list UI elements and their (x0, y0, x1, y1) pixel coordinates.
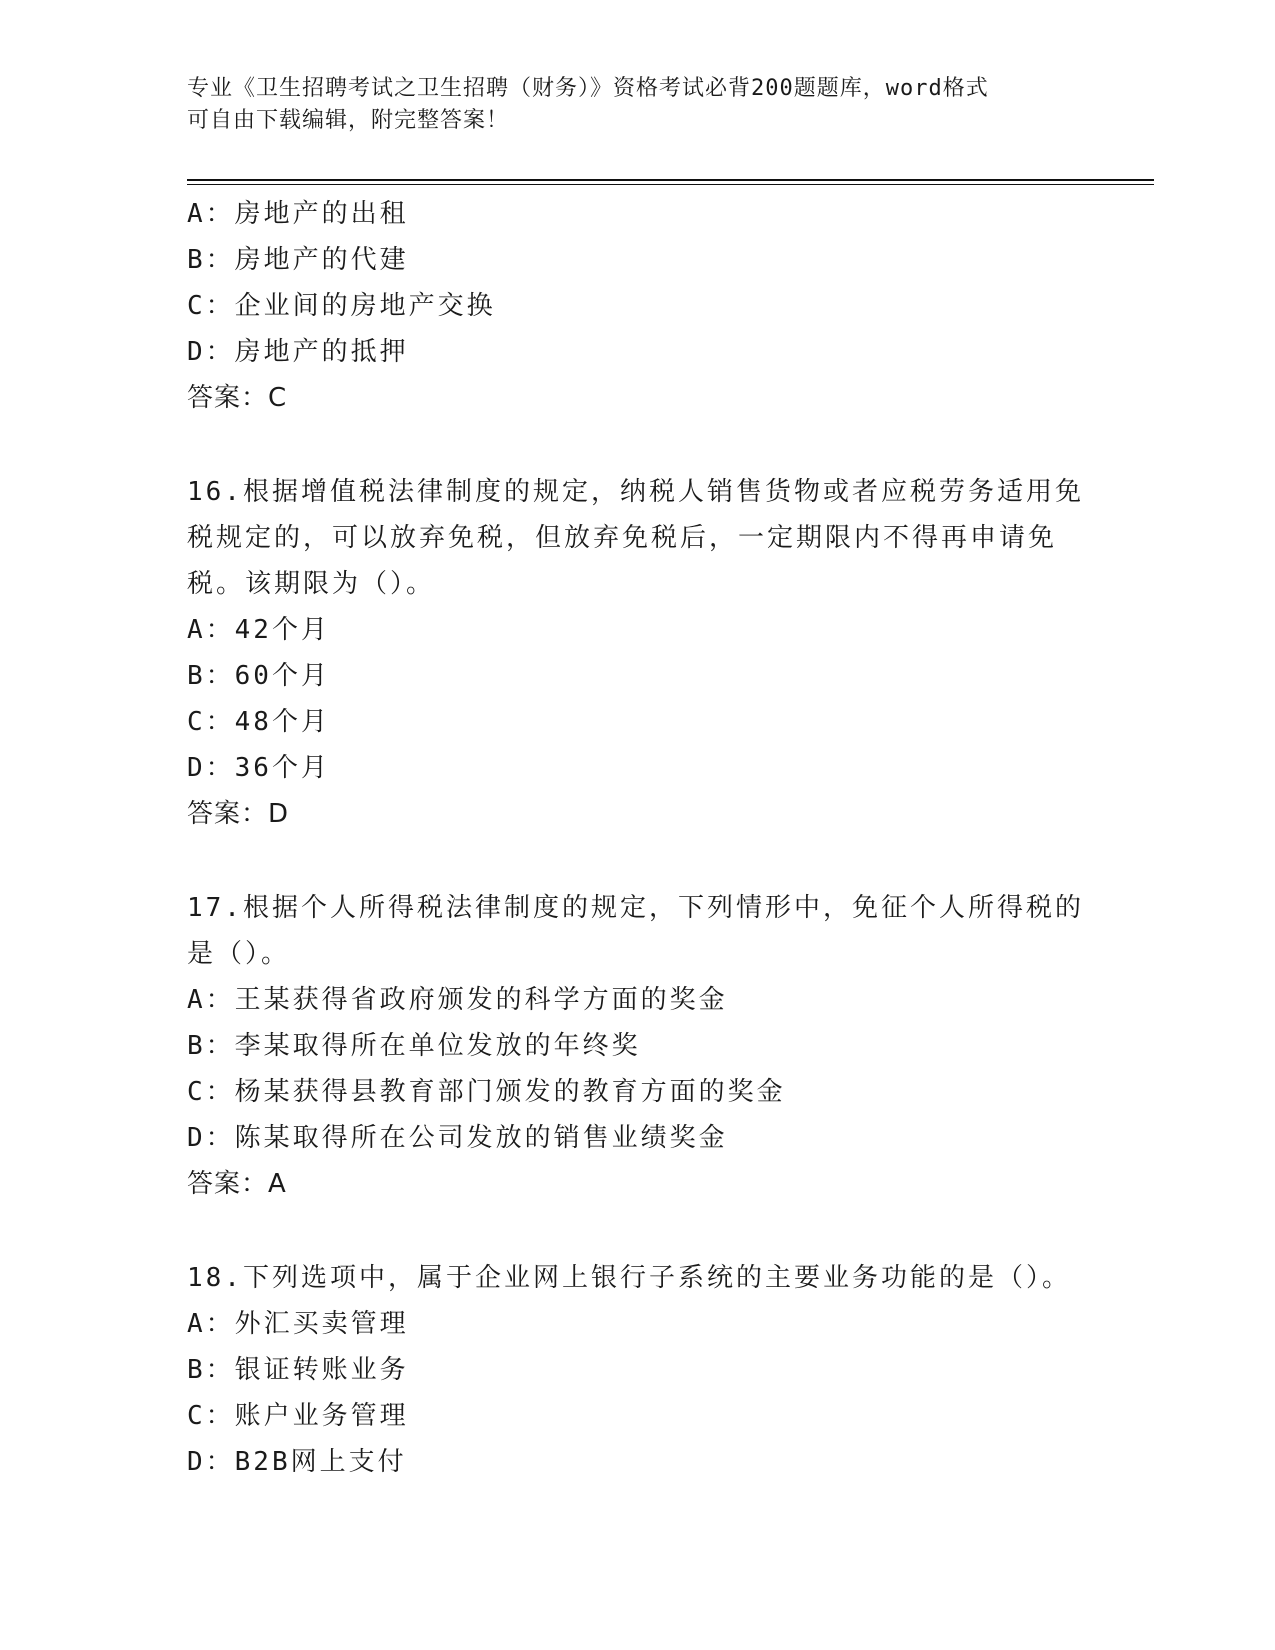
question-stem: 17.根据个人所得税法律制度的规定，下列情形中，免征个人所得税的 (187, 893, 1084, 923)
question-stem: 18.下列选项中，属于企业网上银行子系统的主要业务功能的是（）。 (187, 1263, 1071, 1293)
question-17 (187, 885, 1087, 1207)
header-title-line-1: 专业《卫生招聘考试之卫生招聘（财务）》资格考试必背200题题库，word格式 (187, 76, 989, 101)
option-a: A：房地产的出租 (187, 199, 409, 229)
answer: 答案：A (187, 1169, 287, 1199)
question-stem: 税。该期限为（）。 (187, 569, 436, 599)
answer: 答案：C (187, 383, 288, 413)
question-stem: 16.根据增值税法律制度的规定，纳税人销售货物或者应税劳务适用免 (187, 477, 1084, 507)
option-a: A：王某获得省政府颁发的科学方面的奖金 (187, 985, 728, 1015)
question-16 (187, 469, 1087, 837)
question-spacer (187, 1207, 1087, 1255)
option-b: B：银证转账业务 (187, 1355, 409, 1385)
header-divider-thin (187, 184, 1154, 185)
option-c: C：账户业务管理 (187, 1401, 409, 1431)
option-c: C：48个月 (187, 707, 330, 737)
option-d: D：陈某取得所在公司发放的销售业绩奖金 (187, 1123, 728, 1153)
header-title-line-2: 可自由下载编辑，附完整答案！ (187, 108, 510, 133)
question-stem: 税规定的，可以放弃免税，但放弃免税后，一定期限内不得再申请免 (187, 523, 1058, 553)
option-b: B：李某取得所在单位发放的年终奖 (187, 1031, 641, 1061)
option-d: D：B2B网上支付 (187, 1447, 407, 1477)
question-list (187, 191, 1087, 1485)
question-18 (187, 1255, 1087, 1485)
question-spacer (187, 837, 1087, 885)
option-b: B：60个月 (187, 661, 330, 691)
option-c: C：企业间的房地产交换 (187, 291, 496, 321)
option-a: A：外汇买卖管理 (187, 1309, 409, 1339)
option-d: D：房地产的抵押 (187, 337, 409, 367)
question-stem: 是（）。 (187, 939, 291, 969)
question-15 (187, 191, 1087, 421)
option-c: C：杨某获得县教育部门颁发的教育方面的奖金 (187, 1077, 786, 1107)
answer: 答案：D (187, 799, 290, 829)
document-header (187, 73, 1067, 137)
question-spacer (187, 421, 1087, 469)
header-divider-thick (187, 179, 1154, 181)
header-divider (187, 179, 1154, 185)
option-d: D：36个月 (187, 753, 330, 783)
option-b: B：房地产的代建 (187, 245, 409, 275)
option-a: A：42个月 (187, 615, 330, 645)
